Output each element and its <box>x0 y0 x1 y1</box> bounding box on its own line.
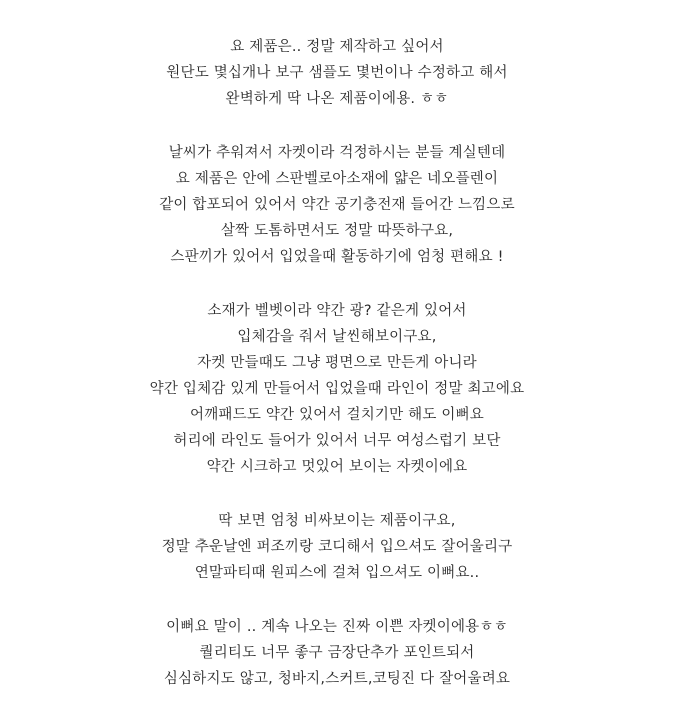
text-line: 이뻐요 말이 .. 계속 나오는 진짜 이쁜 자켓이에용ㅎㅎ <box>166 619 508 635</box>
text-line: 정말 추운날엔 퍼조끼랑 코디해서 입으셔도 잘어울리구 <box>161 539 513 555</box>
text-line: 허리에 라인도 들어가 있어서 너무 여성스럽기 보단 <box>173 433 501 449</box>
text-line: 원단도 몇십개나 보구 샘플도 몇번이나 수정하고 해서 <box>166 65 508 81</box>
text-line: 소재가 벨벳이라 약간 광? 같은게 있어서 <box>207 303 467 319</box>
text-line: 자켓 만들때도 그냥 평면으로 만든게 아니라 <box>197 355 477 371</box>
text-line: 퀄리티도 너무 좋구 금장단추가 포인트되서 <box>199 645 475 661</box>
text-line: 입체감을 줘서 날씬해보이구요, <box>237 329 437 345</box>
paragraph-styling <box>162 508 513 586</box>
text-line: 스판끼가 있어서 입었을때 활동하기에 엄청 편해요 ! <box>170 249 504 265</box>
paragraph-fit <box>150 298 525 480</box>
text-line: 연말파티때 원피스에 걸쳐 입으셔도 이뻐요.. <box>194 565 480 581</box>
paragraph-intro <box>166 34 507 112</box>
text-line: 약간 시크하고 멋있어 보이는 자켓이에요 <box>206 459 468 475</box>
text-line: 같이 합포되어 있어서 약간 공기충전재 들어간 느낌으로 <box>159 197 515 213</box>
paragraph-closing <box>164 614 510 692</box>
text-line: 요 제품은.. 정말 제작하고 싶어서 <box>230 39 444 55</box>
text-line: 약간 입체감 있게 만들어서 입었을때 라인이 정말 최고에요 <box>149 381 525 397</box>
text-line: 어깨패드도 약간 있어서 걸치기만 해도 이뻐요 <box>190 407 484 423</box>
product-description <box>0 34 674 720</box>
text-line: 심심하지도 않고, 청바지,스커트,코팅진 다 잘어울려요 <box>163 671 511 687</box>
paragraph-material <box>159 140 515 270</box>
text-line: 살짝 도톰하면서도 정말 따뜻하구요, <box>220 223 454 239</box>
text-line: 날씨가 추워져서 자켓이라 걱정하시는 분들 계실텐데 <box>168 145 506 161</box>
text-line: 딱 보면 엄청 비싸보이는 제품이구요, <box>218 513 456 529</box>
text-line: 완벽하게 딱 나온 제품이에용. ㅎㅎ <box>225 91 449 107</box>
text-line: 요 제품은 안에 스판벨로아소재에 얇은 네오플렌이 <box>175 171 499 187</box>
